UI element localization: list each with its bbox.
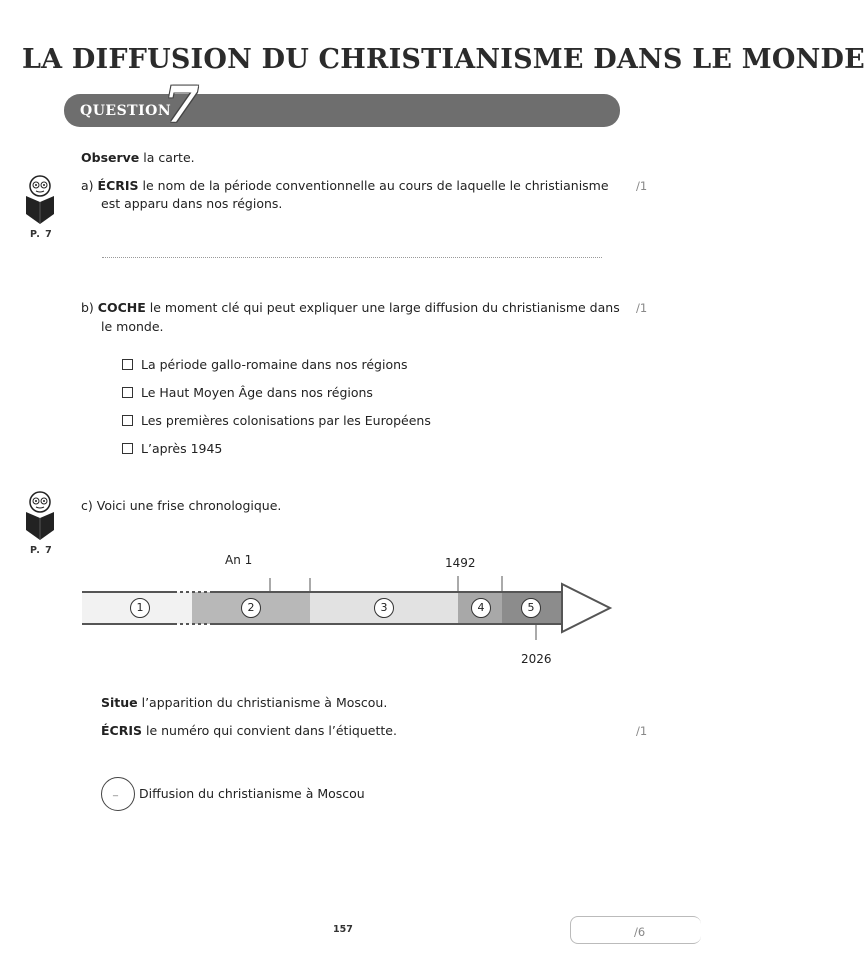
page-number: 157 — [333, 924, 353, 935]
timeline-marker-1: 1 — [130, 598, 150, 618]
ecris-text — [101, 723, 397, 738]
intro-text — [81, 150, 195, 165]
timeline-marker-2: 2 — [241, 598, 261, 618]
page-ref-c: P. 7 — [30, 545, 53, 556]
option-colonisations[interactable] — [122, 413, 431, 428]
checkbox[interactable] — [122, 359, 133, 370]
answer-line-a[interactable] — [102, 257, 602, 258]
timeline-marker-3: 3 — [374, 598, 394, 618]
situe-bold: Situe — [101, 695, 138, 710]
intro-rest: la carte. — [139, 150, 195, 165]
timeline-marker-4: 4 — [471, 598, 491, 618]
option-label: La période gallo-romaine dans nos régions — [141, 357, 408, 372]
part-b-marker: b) — [81, 300, 94, 315]
part-c-line — [81, 498, 281, 513]
timeline-marker-5: 5 — [521, 598, 541, 618]
question-label: QUESTION — [80, 103, 172, 119]
situe-text — [101, 695, 387, 710]
part-c-text: Voici une frise chronologique. — [96, 498, 282, 513]
reader-mascot-icon — [24, 490, 56, 542]
label-1492: 1492 — [445, 556, 476, 570]
score-a: /1 — [636, 179, 648, 193]
checkbox[interactable] — [122, 415, 133, 426]
part-b-bold: COCHE — [97, 300, 146, 315]
answer-circle-input[interactable] — [101, 777, 135, 811]
option-apres-1945[interactable] — [122, 441, 222, 456]
ecris-bold: ÉCRIS — [101, 723, 142, 738]
option-label: Le Haut Moyen Âge dans nos régions — [141, 385, 373, 400]
part-a-bold: ÉCRIS — [97, 178, 139, 193]
option-label: L’après 1945 — [141, 441, 223, 456]
label-2026: 2026 — [521, 652, 552, 666]
page-ref-a: P. 7 — [30, 229, 53, 240]
option-label: Les premières colonisations par les Européens — [141, 413, 431, 428]
checkbox[interactable] — [122, 387, 133, 398]
option-gallo-romaine[interactable] — [122, 357, 408, 372]
part-b-line2: le monde. — [101, 319, 164, 334]
total-score: /6 — [634, 925, 646, 939]
ecris-rest: le numéro qui convient dans l’étiquette. — [142, 723, 397, 738]
page-title: LA DIFFUSION DU CHRISTIANISME DANS LE MONDE — [22, 44, 865, 75]
score-b: /1 — [636, 301, 648, 315]
question-number: 7 — [164, 75, 199, 134]
part-a-text1: le nom de la période conventionnelle au cours de laquelle le christianisme — [138, 178, 609, 193]
part-b-line1 — [81, 300, 620, 315]
score-c: /1 — [636, 724, 648, 738]
checkbox[interactable] — [122, 443, 133, 454]
answer-label: Diffusion du christianisme à Moscou — [139, 786, 365, 801]
intro-bold: Observe — [81, 150, 140, 165]
part-a-line1 — [81, 178, 609, 193]
part-a-line2: est apparu dans nos régions. — [101, 196, 283, 211]
label-an1: An 1 — [225, 553, 253, 567]
reader-mascot-icon — [24, 174, 56, 226]
part-b-text1: le moment clé qui peut expliquer une large diffusion du christianisme dans — [145, 300, 620, 315]
option-haut-moyen-age[interactable] — [122, 385, 373, 400]
situe-rest: l’apparition du christianisme à Moscou. — [137, 695, 388, 710]
part-a-marker: a) — [81, 178, 94, 193]
part-c-marker: c) — [81, 498, 93, 513]
answer-blank: _ — [113, 786, 118, 797]
